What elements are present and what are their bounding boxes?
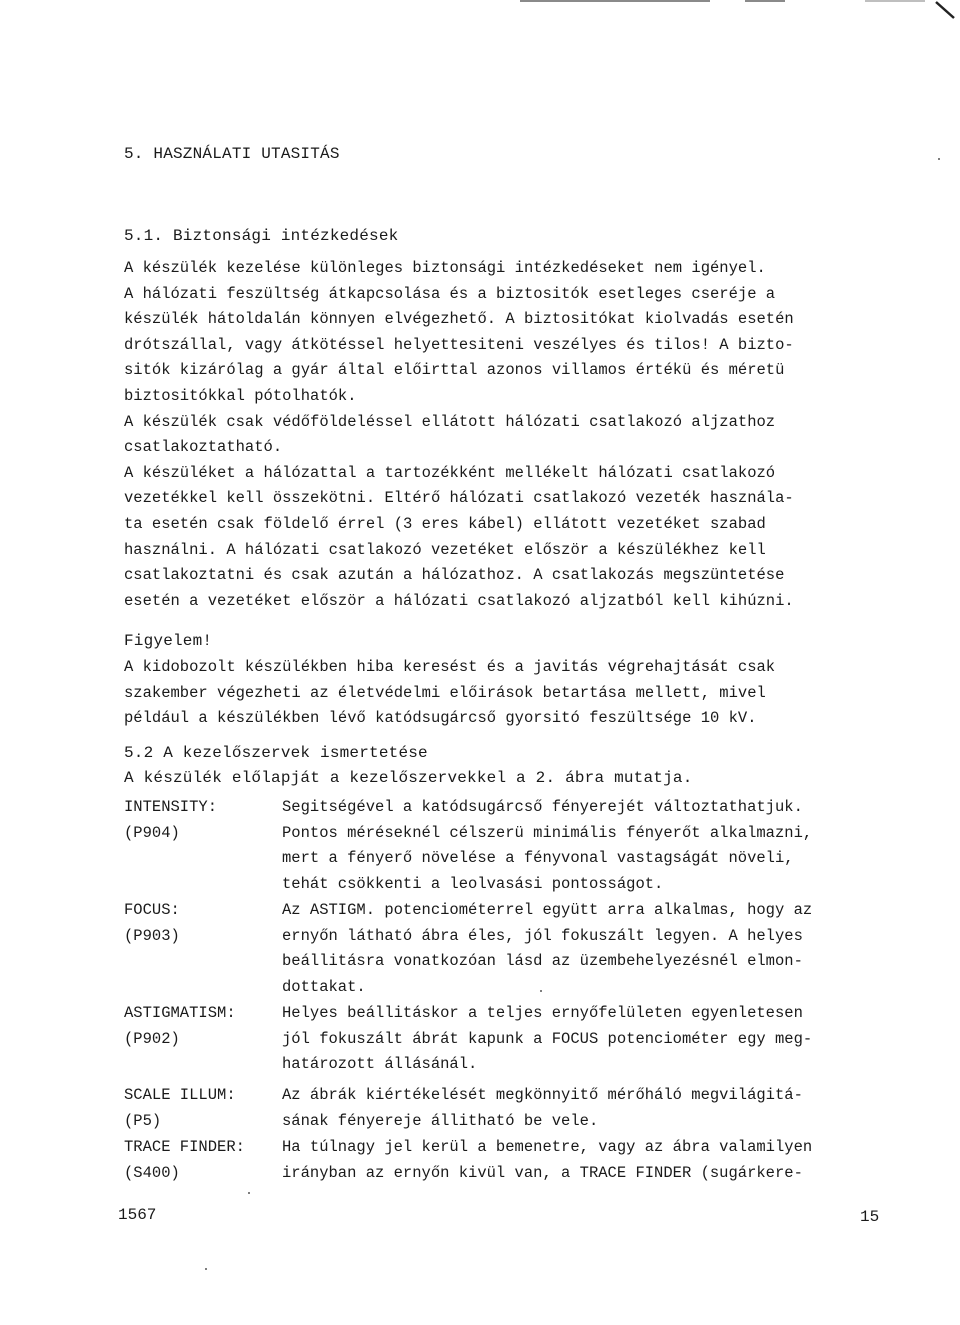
chapter-heading: 5. HASZNÁLATI UTASITÁS: [124, 145, 340, 163]
scan-speck: [540, 990, 542, 992]
controls-heading: 5.2 A kezelőszervek ismertetése: [124, 744, 428, 762]
scan-edge-line: [520, 0, 710, 2]
scan-speck: [938, 158, 940, 160]
control-desc-focus: Az ASTIGM. potenciométerrel együtt arra alkalmas, hogy az ernyőn látható ábra éles, jól fokuszált legyen. A helyes beállitásra vonatkozóan lásd az üzembehelyezésnél elmon- dottakat.: [282, 901, 813, 996]
control-label-focus: FOCUS: (P903): [124, 901, 180, 945]
scan-corner-mark: [934, 0, 956, 20]
warning-paragraph: A kidobozolt készülékben hiba keresést és a javitás végrehajtását csak szakember végezheti az életvédelmi előirások betartása mellett, mivel például a készülékben lévő katódsugárcső gyorsitó feszültsége 10 kV.: [124, 658, 776, 728]
section-heading: 5.1. Biztonsági intézkedések: [124, 227, 399, 245]
control-label-scale-illum: SCALE ILLUM: (P5): [124, 1086, 236, 1130]
control-label-astigmatism: ASTIGMATISM: (P902): [124, 1004, 236, 1048]
warning-title: Figyelem!: [124, 632, 213, 650]
footer-page-number: 15: [860, 1208, 880, 1226]
control-desc-intensity: Segitségével a katódsugárcső fényerejét változtathatjuk. Pontos méréseknél célszerü minimális fényerőt alkalmazni, mert a fényerő növelése a fényvonal vastagságát növeli, tehát csökkenti a leolvasási pontosságot.: [282, 798, 813, 893]
footer-document-number: 1567: [118, 1206, 157, 1224]
scan-speck: [205, 1268, 207, 1270]
control-desc-scale-illum: Az ábrák kiértékelését megkönnyitő mérőháló megvilágitá- sának fényereje állitható be vele.: [282, 1086, 803, 1130]
controls-intro: A készülék előlapját a kezelőszervekkel a 2. ábra mutatja.: [124, 769, 693, 787]
scan-edge-line: [865, 0, 925, 2]
scan-edge-line: [745, 0, 785, 2]
control-label-intensity: INTENSITY: (P904): [124, 798, 218, 842]
safety-paragraph: A készülék kezelése különleges biztonsági intézkedéseket nem igényel. A hálózati feszültség átkapcsolása és a biztositók esetleges cseréje a készülék hátoldalán könnyen elvégezhető. A biztositókat kiolvadás esetén drótszállal, vagy átkötéssel helyettesiteni veszélyes és tilos! A bizto- sitók kizárólag a gyár által előirttal azonos villamos értékü és méretü biztositókkal pótolhatók. A készülék csak védőföldeléssel ellátott hálózati csatlakozó aljzathoz csatlakoztatható. A készüléket a hálózattal a tartozékként mellékelt hálózati csatlakozó vezetékkel kell összekötni. Eltérő hálózati csatlakozó vezeték használa- ta esetén csak földelő érrel (3 eres kábel) ellátott vezetéket szabad használni. A hálózati csatlakozó vezetéket először a készülékhez kell csatlakoztatni és csak azután a hálózathoz. A csatlakozás megszüntetése esetén a vezetéket először a hálózati csatlakozó aljzatból kell kihúzni.: [124, 259, 794, 610]
scan-speck: [248, 1192, 250, 1194]
control-desc-trace-finder: Ha túlnagy jel kerül a bemenetre, vagy az ábra valamilyen irányban az ernyőn kivül van, a TRACE FINDER (sugárkere-: [282, 1138, 813, 1182]
control-desc-astigmatism: Helyes beállitáskor a teljes ernyőfelületen egyenletesen jól fokuszált ábrát kapunk a FOCUS potenciométer egy meg- határozott állásánál.: [282, 1004, 813, 1074]
control-label-trace-finder: TRACE FINDER: (S400): [124, 1138, 245, 1182]
